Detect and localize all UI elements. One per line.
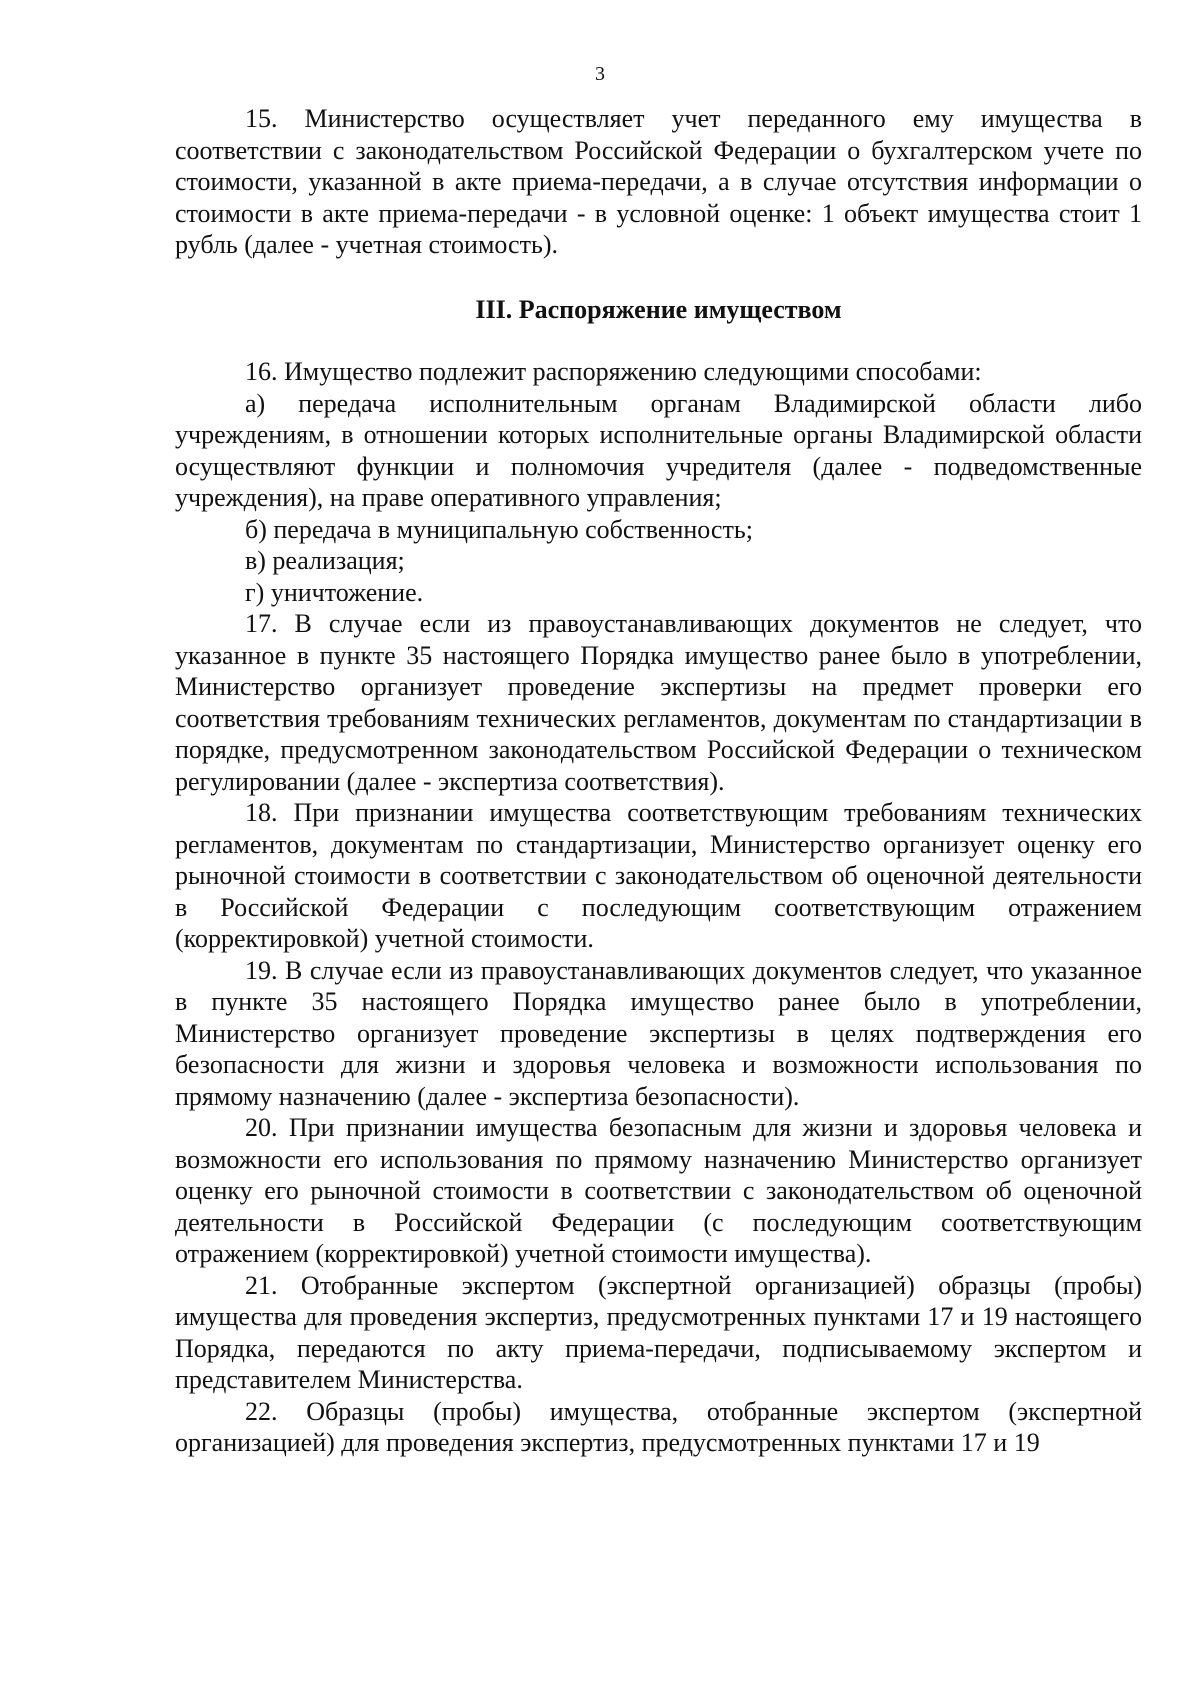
paragraph-16v: в) реализация; [245,546,405,575]
spacer [175,325,1142,356]
paragraph-16g: г) уничтожение. [245,577,424,607]
paragraph-19: 19. В случае если из правоустанавливающих документов следует, что указанное в пункте 35 настоящего Порядка имущество ранее было в употреблении, Министерство организует проведение экспертизы в целях подтверждения его безопасности для жизни и здоровья человека и возможности использования по прямому назначению (далее - экспертиза безопасности). [175,955,1142,1111]
paragraph-15: 15. Министерство осуществляет учет переданного ему имущества в соответствии с законодательством Российской Федерации о бухгалтерском учете по стоимости, указанной в акте приема-передачи, а в случае отсутствия информации о стоимости в акте приема-передачи - в условной оценке: 1 объект имущества стоит 1 рубль (далее - учетная стоимость). [175,104,1142,259]
paragraph-18: 18. При признании имущества соответствующим требованиям технических регламентов, документам по стандартизации, Министерство организует оценку его рыночной стоимости в соответствии с законодательством об оценочной деятельности в Российской Федерации с последующим соответствующим отражением (корректировкой) учетной стоимости. [175,798,1142,953]
paragraph-20: 20. При признании имущества безопасным для жизни и здоровья человека и возможности его использования по прямому назначению Министерство организует оценку его рыночной стоимости в соответствии с законодательством об оценочной деятельности в Российской Федерации (с последующим соответствующим отражением (корректировкой) учетной стоимости имущества). [175,1113,1142,1268]
paragraph-16: 16. Имущество подлежит распоряжению следующими способами: [245,357,982,386]
paragraph-22: 22. Образцы (пробы) имущества, отобранные экспертом (экспертной организацией) для проведения экспертиз, предусмотренных пунктами 17 и 19 [175,1396,1142,1457]
paragraph-16a: а) передача исполнительным органам Владимирской области либо учреждениям, в отношении которых исполнительные органы Владимирской области осуществляют функции и полномочия учредителя (далее - подведомственные учреждения), на праве оперативного управления; [175,388,1142,512]
spacer [175,261,1142,294]
paragraph-17: 17. В случае если из правоустанавливающих документов не следует, что указанное в пункте 35 настоящего Порядка имущество ранее было в употреблении, Министерство организует проведение экспертизы на предмет проверки его соответствия требованиям технических регламентов, документам по стандартизации в порядке, предусмотренном законодательством Российской Федерации о техническом регулировании (далее - экспертиза соответствия). [175,609,1142,796]
section-title: III. Распоряжение имуществом [475,294,842,324]
page-number: 3 [595,63,605,85]
paragraph-21: 21. Отобранные экспертом (экспертной организацией) образцы (пробы) имущества для проведения экспертиз, предусмотренных пунктами 17 и 19 настоящего Порядка, передаются по акту приема-передачи, подписываемому экспертом и представителем Министерства. [175,1270,1142,1394]
paragraph-16b: б) передача в муниципальную собственность; [245,514,753,544]
document-body [175,103,1142,1459]
